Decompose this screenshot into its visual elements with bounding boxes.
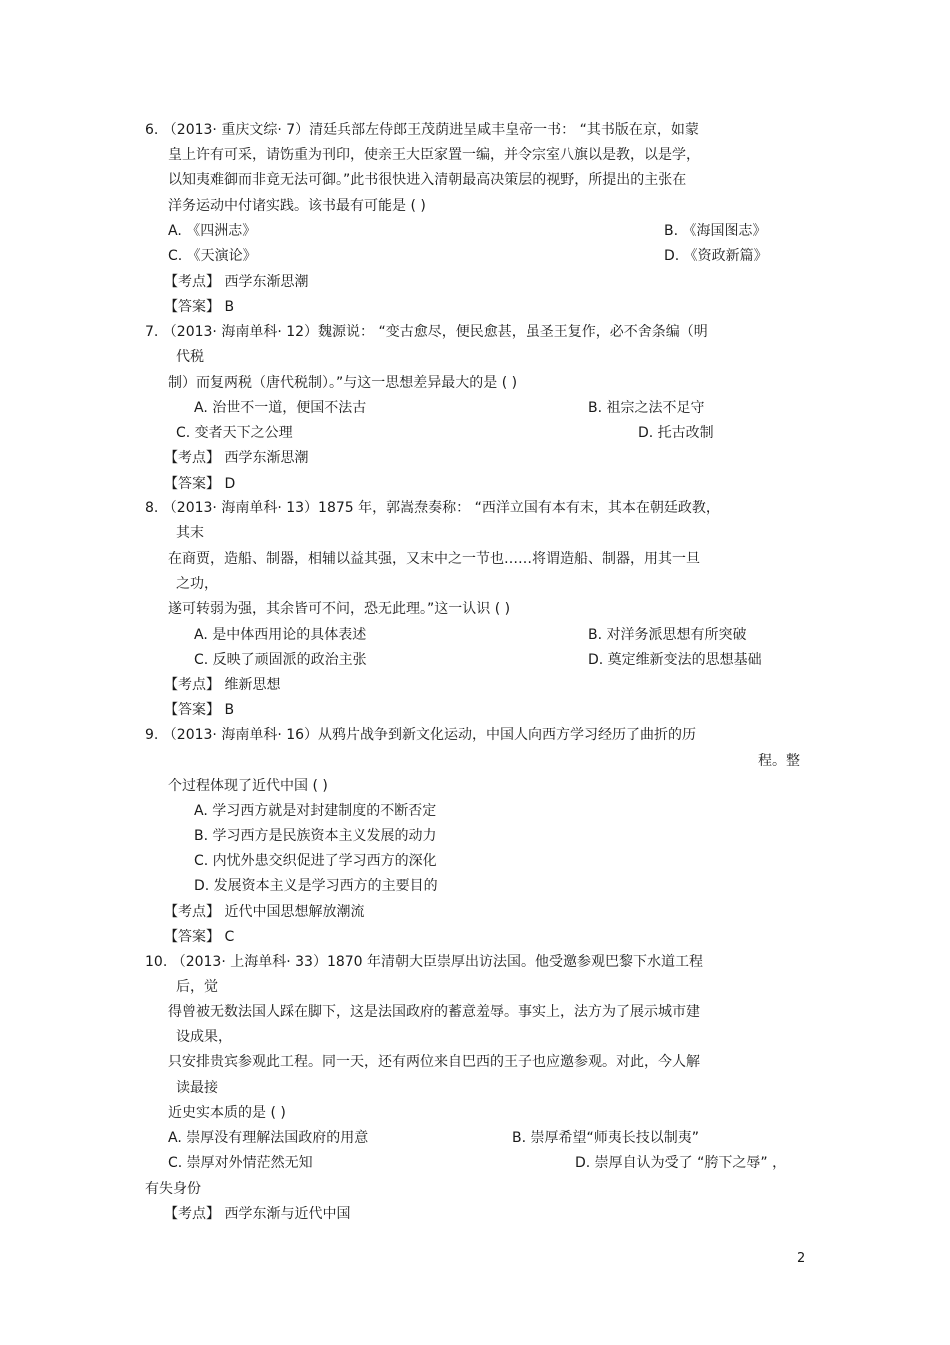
q8-option-c: C. 反映了顽固派的政治主张: [194, 652, 367, 668]
q10-stem-line-4: 设成果，: [176, 1029, 232, 1045]
q6-stem-line-3: 以知夷难御而非竟无法可御。”此书很快进入清朝最高决策层的视野，所提出的主张在: [168, 172, 687, 188]
q7-stem-line-3: 制）而复两税（唐代税制）。”与这一思想差异最大的是 ( ): [168, 375, 518, 391]
q6-option-c: C. 《天演论》: [168, 248, 257, 264]
q6-stem-line-1: 6. （2013· 重庆文综· 7）清廷兵部左侍郎王茂荫进呈咸丰皇帝一书： “其书版在京，如蒙: [145, 122, 699, 138]
q10-stem-line-5: 只安排贵宾参观此工程。同一天，还有两位来自巴西的王子也应邀参观。对此，今人解: [168, 1054, 700, 1070]
q8-stem-line-2: 其末: [176, 525, 204, 541]
page-number: 2: [797, 1251, 806, 1266]
q10-option-a: A. 崇厚没有理解法国政府的用意: [168, 1130, 369, 1146]
q8-stem-line-1: 8. （2013· 海南单科· 13）1875 年，郭嵩焘奏称： “西洋立国有本有末，其本在朝廷政教，: [145, 500, 720, 516]
q8-option-b: B. 对洋务派思想有所突破: [588, 627, 747, 643]
q9-option-a: A. 学习西方就是对封建制度的不断否定: [194, 803, 437, 819]
q9-stem-line-2: 程。整: [758, 753, 800, 769]
q7-option-b: B. 祖宗之法不足守: [588, 400, 705, 416]
q10-stem-line-2: 后，觉: [176, 979, 218, 995]
q10-option-d: D. 崇厚自认为受了 “胯下之辱” ，: [575, 1155, 787, 1171]
q9-stem-line-3: 个过程体现了近代中国 ( ): [168, 778, 328, 794]
q7-option-a: A. 治世不一道，便国不法古: [194, 400, 367, 416]
q8-stem-line-3: 在商贾，造船、制器，相辅以益其强，又末中之一节也……将谓造船、制器，用其一旦: [168, 551, 700, 567]
q10-stem-line-3: 得曾被无数法国人踩在脚下，这是法国政府的蓄意羞辱。事实上，法方为了展示城市建: [168, 1004, 700, 1020]
q9-stem-line-1: 9. （2013· 海南单科· 16）从鸦片战争到新文化运动，中国人向西方学习经历了曲折的历: [145, 727, 697, 743]
q10-stem-line-6: 读最接: [176, 1080, 218, 1096]
q9-kaodian: 【考点】 近代中国思想解放潮流: [164, 904, 365, 920]
q7-kaodian: 【考点】 西学东渐思潮: [164, 450, 309, 466]
q6-stem-line-2: 皇上许有可采，请饬重为刊印，使亲王大臣家置一编，并令宗室八旗以是教，以是学，: [168, 147, 700, 163]
q9-option-c: C. 内忧外患交织促进了学习西方的深化: [194, 853, 437, 869]
q7-stem-line-1: 7. （2013· 海南单科· 12）魏源说： “变古愈尽，便民愈甚，虽圣王复作，必不舍条编（明: [145, 324, 708, 340]
q6-option-a: A. 《四洲志》: [168, 223, 257, 239]
q6-kaodian: 【考点】 西学东渐思潮: [164, 274, 309, 290]
q9-option-b: B. 学习西方是民族资本主义发展的动力: [194, 828, 437, 844]
q8-stem-line-5: 遂可转弱为强，其余皆可不问，恐无此理。”这一认识 ( ): [168, 601, 511, 617]
q10-option-d-cont: 有失身份: [145, 1181, 201, 1197]
q8-kaodian: 【考点】 维新思想: [164, 677, 281, 693]
q6-answer: 【答案】 B: [164, 299, 235, 315]
q9-option-d: D. 发展资本主义是学习西方的主要目的: [194, 878, 438, 894]
q7-answer: 【答案】 D: [164, 476, 236, 492]
q10-stem-line-7: 近史实本质的是 ( ): [168, 1105, 286, 1121]
q10-kaodian: 【考点】 西学东渐与近代中国: [164, 1206, 351, 1222]
q8-option-d: D. 奠定维新变法的思想基础: [588, 652, 762, 668]
q10-stem-line-1: 10. （2013· 上海单科· 33）1870 年清朝大臣崇厚出访法国。他受邀参观巴黎下水道工程: [145, 954, 704, 970]
q8-option-a: A. 是中体西用论的具体表述: [194, 627, 367, 643]
q10-option-c: C. 崇厚对外情茫然无知: [168, 1155, 313, 1171]
q9-answer: 【答案】 C: [164, 929, 235, 945]
q6-stem-line-4: 洋务运动中付诸实践。该书最有可能是 ( ): [168, 198, 426, 214]
q7-stem-line-2: 代税: [176, 349, 204, 365]
q6-option-b: B. 《海国图志》: [664, 223, 767, 239]
q7-option-c: C. 变者天下之公理: [176, 425, 293, 441]
q10-option-b: B. 崇厚希望“师夷长技以制夷”: [512, 1130, 700, 1146]
q7-option-d: D. 托古改制: [638, 425, 714, 441]
q8-stem-line-4: 之功，: [176, 576, 218, 592]
q8-answer: 【答案】 B: [164, 702, 235, 718]
q6-option-d: D. 《资政新篇》: [664, 248, 768, 264]
